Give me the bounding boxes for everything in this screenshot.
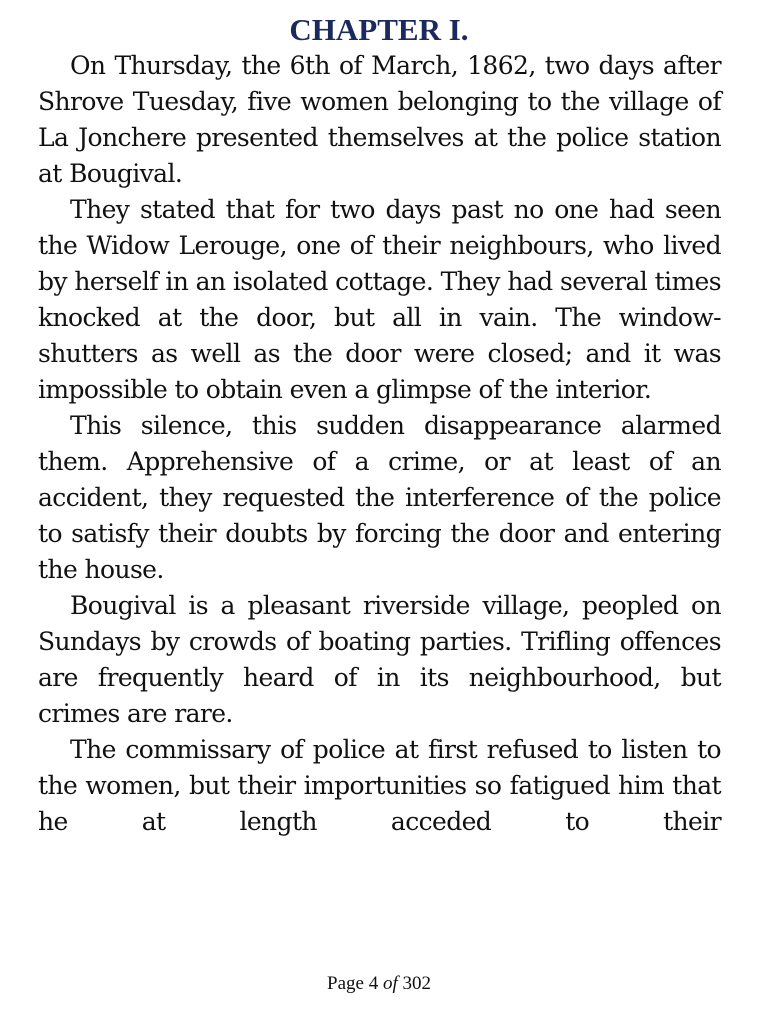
paragraph-5: The commissary of police at first refused to listen to the women, but their importunities so fatigued him that he at length acceded to their: [38, 735, 721, 836]
paragraph-4: Bougival is a pleasant riverside village, peopled on Sundays by crowds of boating parties. Trifling offences are frequently heard of in its neighbourhood, but crimes are rare.: [38, 591, 721, 728]
paragraph-3: This silence, this sudden disappearance alarmed them. Apprehensive of a crime, or at least of an accident, they requested the interference of the police to satisfy their doubts by forcing the door and entering the house.: [38, 411, 721, 584]
current-page-number: 4: [368, 973, 379, 994]
chapter-body: [38, 48, 721, 840]
of-word: of: [382, 973, 398, 994]
page-indicator: [0, 972, 758, 996]
total-pages: 302: [402, 973, 431, 994]
paragraph-2: They stated that for two days past no one had seen the Widow Lerouge, one of their neighbours, who lived by herself in an isolated cottage. They had several times knocked at the door, but all in vain. The window-shutters as well as the door were closed; and it was impossible to obtain even a glimpse of the interior.: [38, 195, 721, 404]
page-word: Page: [327, 973, 364, 994]
chapter-title: CHAPTER I.: [289, 12, 469, 47]
paragraph-1: On Thursday, the 6th of March, 1862, two days after Shrove Tuesday, five women belonging to the village of La Jonchere presented themselves at the police station at Bougival.: [38, 51, 721, 188]
